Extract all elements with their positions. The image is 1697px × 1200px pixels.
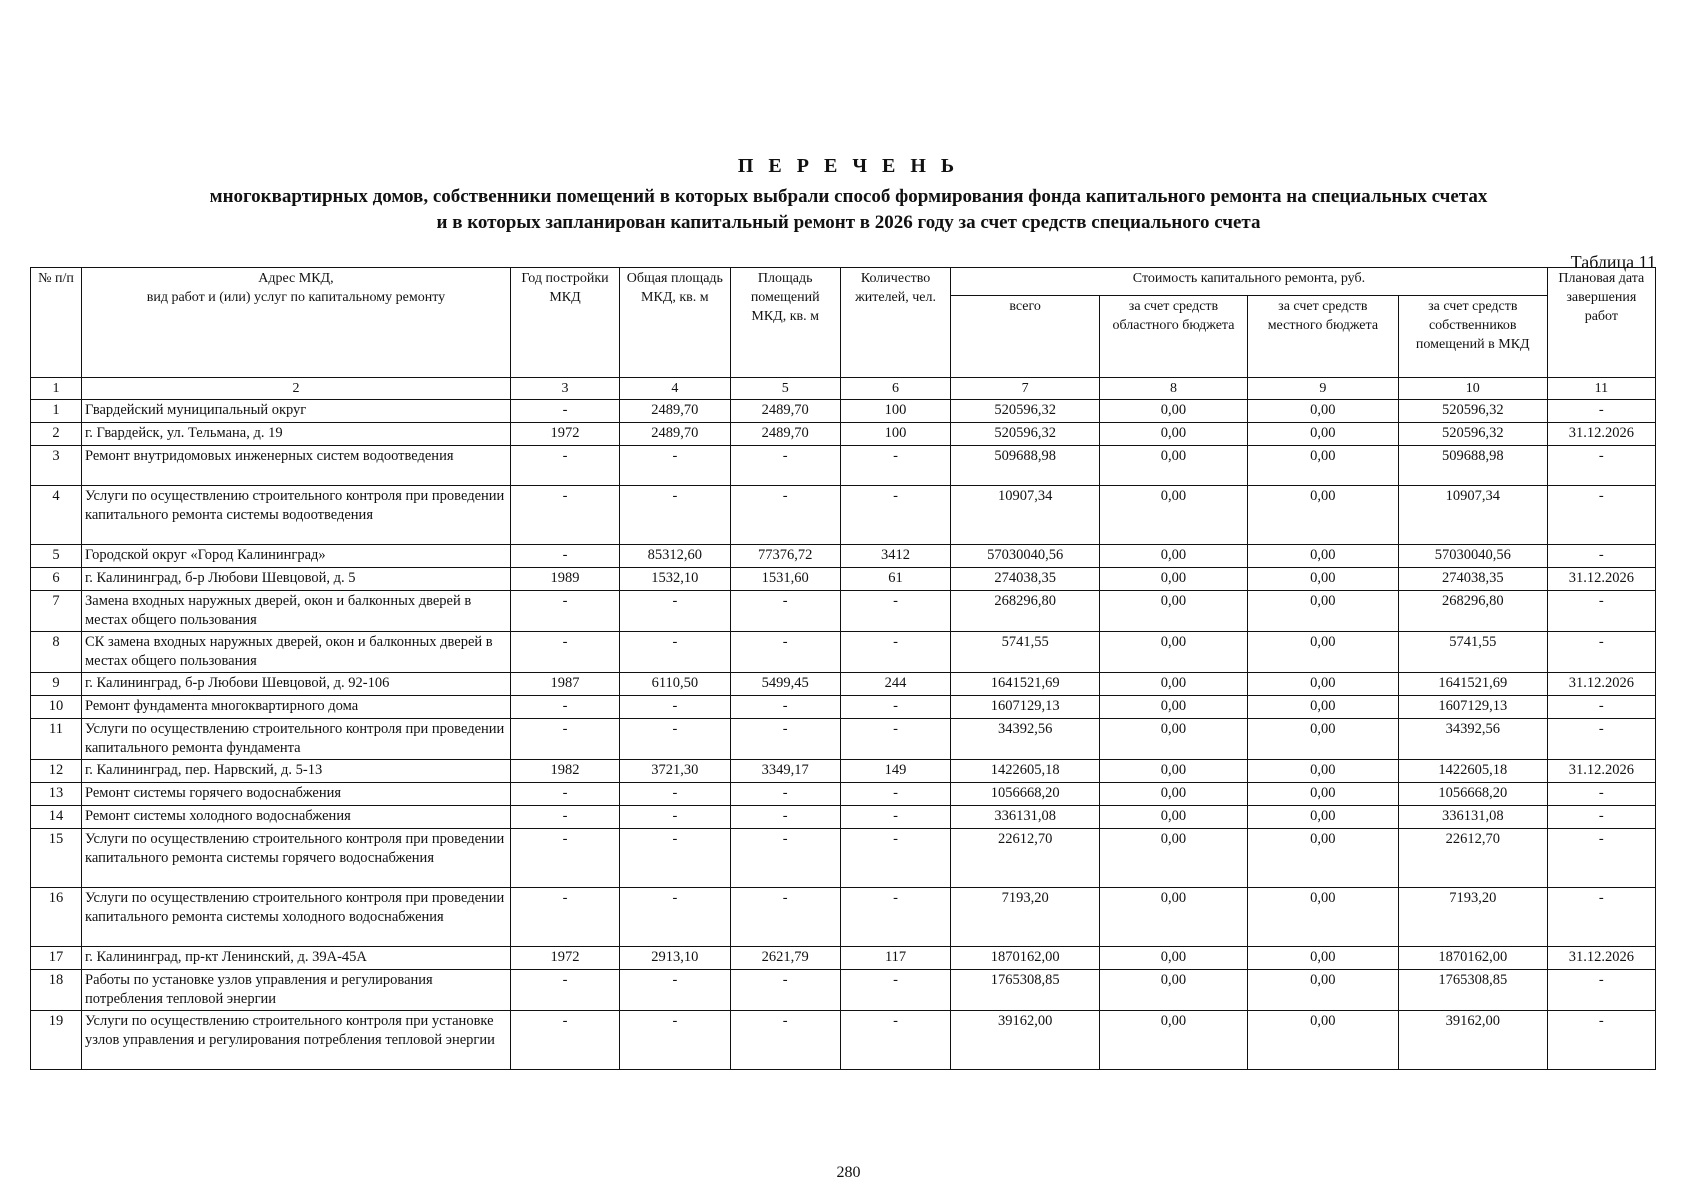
table-row: [31, 947, 1656, 970]
row-cost-region: 0,00: [1100, 696, 1248, 719]
row-cost-owners: 34392,56: [1398, 719, 1547, 760]
row-cost-region: 0,00: [1100, 1011, 1248, 1070]
row-cost-local: 0,00: [1247, 1011, 1398, 1070]
table-row: [31, 829, 1656, 888]
header-residents: Количество жителей, чел.: [840, 268, 950, 378]
row-name: Ремонт внутридомовых инженерных систем водоотведения: [82, 446, 511, 486]
row-area-rooms: 1531,60: [730, 568, 840, 591]
row-area-total: -: [620, 806, 730, 829]
row-number: 8: [31, 632, 82, 673]
row-residents: -: [840, 806, 950, 829]
column-number-row: [31, 378, 1656, 400]
row-name: Ремонт системы холодного водоснабжения: [82, 806, 511, 829]
row-area-total: 3721,30: [620, 760, 730, 783]
row-number: 4: [31, 486, 82, 545]
row-area-total: -: [620, 829, 730, 888]
header-cost-region: за счет средств областного бюджета: [1100, 296, 1248, 378]
row-cost-owners: 57030040,56: [1398, 545, 1547, 568]
row-end-date: -: [1547, 400, 1655, 423]
row-cost-owners: 1056668,20: [1398, 783, 1547, 806]
row-cost-local: 0,00: [1247, 545, 1398, 568]
row-name: Услуги по осуществлению строительного контроля при проведении капитального ремонта системы холодного водоснабжения: [82, 888, 511, 947]
row-cost-owners: 1607129,13: [1398, 696, 1547, 719]
row-area-total: -: [620, 591, 730, 632]
row-end-date: 31.12.2026: [1547, 947, 1655, 970]
row-residents: 244: [840, 673, 950, 696]
row-cost-total: 520596,32: [951, 423, 1100, 446]
row-year: -: [510, 829, 619, 888]
table-row: [31, 760, 1656, 783]
row-cost-total: 10907,34: [951, 486, 1100, 545]
header-address: [82, 268, 511, 378]
row-name: г. Гвардейск, ул. Тельмана, д. 19: [82, 423, 511, 446]
column-number: 9: [1247, 378, 1398, 400]
table-row: [31, 591, 1656, 632]
table-row: [31, 446, 1656, 486]
row-cost-region: 0,00: [1100, 400, 1248, 423]
row-number: 11: [31, 719, 82, 760]
row-end-date: -: [1547, 783, 1655, 806]
row-residents: -: [840, 829, 950, 888]
row-cost-region: 0,00: [1100, 888, 1248, 947]
row-number: 2: [31, 423, 82, 446]
row-cost-region: 0,00: [1100, 545, 1248, 568]
table-row: [31, 632, 1656, 673]
table-row: [31, 1011, 1656, 1070]
table-row: [31, 783, 1656, 806]
row-cost-local: 0,00: [1247, 486, 1398, 545]
row-area-total: 2489,70: [620, 400, 730, 423]
row-residents: -: [840, 1011, 950, 1070]
row-name: Услуги по осуществлению строительного контроля при проведении капитального ремонта системы горячего водоснабжения: [82, 829, 511, 888]
row-cost-local: 0,00: [1247, 888, 1398, 947]
row-number: 15: [31, 829, 82, 888]
row-cost-local: 0,00: [1247, 719, 1398, 760]
row-number: 6: [31, 568, 82, 591]
row-year: 1989: [510, 568, 619, 591]
row-area-rooms: -: [730, 696, 840, 719]
row-cost-local: 0,00: [1247, 423, 1398, 446]
row-end-date: -: [1547, 829, 1655, 888]
row-cost-total: 22612,70: [951, 829, 1100, 888]
row-year: -: [510, 591, 619, 632]
document-subtitle-line-2: и в которых запланирован капитальный ремонт в 2026 году за счет средств специального счета: [436, 212, 1261, 233]
row-year: -: [510, 400, 619, 423]
row-end-date: -: [1547, 545, 1655, 568]
row-area-rooms: -: [730, 829, 840, 888]
row-cost-region: 0,00: [1100, 947, 1248, 970]
row-residents: 3412: [840, 545, 950, 568]
table-row: [31, 400, 1656, 423]
row-cost-owners: 1641521,69: [1398, 673, 1547, 696]
row-number: 9: [31, 673, 82, 696]
row-name: Услуги по осуществлению строительного контроля при проведении капитального ремонта системы водоотведения: [82, 486, 511, 545]
row-number: 12: [31, 760, 82, 783]
row-area-total: -: [620, 446, 730, 486]
row-area-total: -: [620, 719, 730, 760]
column-number: 6: [840, 378, 950, 400]
row-number: 18: [31, 970, 82, 1011]
column-number: 4: [620, 378, 730, 400]
row-cost-region: 0,00: [1100, 719, 1248, 760]
row-name: Гвардейский муниципальный округ: [82, 400, 511, 423]
row-cost-total: 1641521,69: [951, 673, 1100, 696]
row-end-date: 31.12.2026: [1547, 673, 1655, 696]
row-name: Городской округ «Город Калининград»: [82, 545, 511, 568]
column-number: 8: [1100, 378, 1248, 400]
row-residents: -: [840, 486, 950, 545]
row-year: -: [510, 719, 619, 760]
row-year: 1987: [510, 673, 619, 696]
row-cost-total: 1870162,00: [951, 947, 1100, 970]
row-area-total: -: [620, 970, 730, 1011]
row-cost-owners: 5741,55: [1398, 632, 1547, 673]
header-cost-owners: за счет средств собственников помещений в МКД: [1398, 296, 1547, 378]
row-number: 13: [31, 783, 82, 806]
row-area-total: 1532,10: [620, 568, 730, 591]
column-number: 11: [1547, 378, 1655, 400]
row-cost-local: 0,00: [1247, 760, 1398, 783]
row-cost-region: 0,00: [1100, 829, 1248, 888]
row-year: -: [510, 632, 619, 673]
row-cost-owners: 268296,80: [1398, 591, 1547, 632]
table-row: [31, 568, 1656, 591]
row-area-rooms: -: [730, 719, 840, 760]
column-number: 2: [82, 378, 511, 400]
row-area-rooms: 3349,17: [730, 760, 840, 783]
row-cost-total: 274038,35: [951, 568, 1100, 591]
row-area-total: -: [620, 888, 730, 947]
row-cost-total: 5741,55: [951, 632, 1100, 673]
row-end-date: -: [1547, 446, 1655, 486]
row-name: Ремонт системы горячего водоснабжения: [82, 783, 511, 806]
row-residents: 100: [840, 400, 950, 423]
row-name: Замена входных наружных дверей, окон и балконных дверей в местах общего пользования: [82, 591, 511, 632]
row-cost-local: 0,00: [1247, 783, 1398, 806]
row-area-rooms: -: [730, 486, 840, 545]
row-name: Ремонт фундамента многоквартирного дома: [82, 696, 511, 719]
table-row: [31, 486, 1656, 545]
row-cost-total: 1056668,20: [951, 783, 1100, 806]
row-number: 10: [31, 696, 82, 719]
row-year: -: [510, 970, 619, 1011]
row-end-date: -: [1547, 1011, 1655, 1070]
row-cost-owners: 7193,20: [1398, 888, 1547, 947]
row-year: -: [510, 1011, 619, 1070]
table-row: [31, 696, 1656, 719]
row-year: 1972: [510, 947, 619, 970]
document-title: П Е Р Е Ч Е Н Ь: [737, 155, 960, 177]
row-area-total: 2489,70: [620, 423, 730, 446]
row-area-rooms: -: [730, 806, 840, 829]
row-cost-region: 0,00: [1100, 423, 1248, 446]
row-cost-total: 7193,20: [951, 888, 1100, 947]
row-area-rooms: 2621,79: [730, 947, 840, 970]
row-name: Услуги по осуществлению строительного контроля при проведении капитального ремонта фундамента: [82, 719, 511, 760]
row-cost-total: 1607129,13: [951, 696, 1100, 719]
row-year: 1972: [510, 423, 619, 446]
row-number: 5: [31, 545, 82, 568]
row-residents: -: [840, 696, 950, 719]
row-area-total: 85312,60: [620, 545, 730, 568]
row-number: 19: [31, 1011, 82, 1070]
row-cost-region: 0,00: [1100, 760, 1248, 783]
row-cost-owners: 39162,00: [1398, 1011, 1547, 1070]
row-residents: 117: [840, 947, 950, 970]
row-cost-total: 39162,00: [951, 1011, 1100, 1070]
row-area-rooms: -: [730, 1011, 840, 1070]
table-row: [31, 545, 1656, 568]
row-year: -: [510, 545, 619, 568]
row-cost-region: 0,00: [1100, 783, 1248, 806]
row-cost-local: 0,00: [1247, 696, 1398, 719]
column-number: 10: [1398, 378, 1547, 400]
row-cost-region: 0,00: [1100, 591, 1248, 632]
column-number: 5: [730, 378, 840, 400]
row-area-total: -: [620, 783, 730, 806]
row-end-date: -: [1547, 632, 1655, 673]
row-cost-total: 57030040,56: [951, 545, 1100, 568]
row-name: Услуги по осуществлению строительного контроля при установке узлов управления и регулирования потребления тепловой энергии: [82, 1011, 511, 1070]
header-cost-total: всего: [951, 296, 1100, 378]
row-name: СК замена входных наружных дверей, окон и балконных дверей в местах общего пользования: [82, 632, 511, 673]
row-area-total: -: [620, 632, 730, 673]
header-area-total: Общая площадь МКД, кв. м: [620, 268, 730, 378]
row-end-date: 31.12.2026: [1547, 760, 1655, 783]
row-residents: 61: [840, 568, 950, 591]
row-cost-local: 0,00: [1247, 673, 1398, 696]
row-cost-owners: 1870162,00: [1398, 947, 1547, 970]
row-year: -: [510, 696, 619, 719]
row-cost-owners: 274038,35: [1398, 568, 1547, 591]
row-number: 16: [31, 888, 82, 947]
capital-repair-table: [30, 267, 1656, 1070]
header-address-line-1: Адрес МКД,: [258, 271, 334, 286]
row-cost-owners: 509688,98: [1398, 446, 1547, 486]
row-cost-region: 0,00: [1100, 446, 1248, 486]
header-cost-group: Стоимость капитального ремонта, руб.: [951, 268, 1547, 296]
row-cost-region: 0,00: [1100, 632, 1248, 673]
table-row: [31, 970, 1656, 1011]
row-name: г. Калининград, б-р Любови Шевцовой, д. 92-106: [82, 673, 511, 696]
row-cost-local: 0,00: [1247, 632, 1398, 673]
row-year: -: [510, 806, 619, 829]
row-residents: -: [840, 970, 950, 1011]
row-cost-local: 0,00: [1247, 568, 1398, 591]
row-cost-owners: 1422605,18: [1398, 760, 1547, 783]
row-cost-local: 0,00: [1247, 970, 1398, 1011]
row-name: Работы по установке узлов управления и регулирования потребления тепловой энергии: [82, 970, 511, 1011]
row-area-rooms: 2489,70: [730, 423, 840, 446]
row-end-date: -: [1547, 486, 1655, 545]
header-year: Год постройки МКД: [510, 268, 619, 378]
row-cost-local: 0,00: [1247, 400, 1398, 423]
row-year: -: [510, 783, 619, 806]
row-residents: -: [840, 783, 950, 806]
row-area-total: -: [620, 1011, 730, 1070]
row-cost-owners: 520596,32: [1398, 400, 1547, 423]
row-number: 14: [31, 806, 82, 829]
row-end-date: -: [1547, 888, 1655, 947]
row-cost-total: 1765308,85: [951, 970, 1100, 1011]
row-area-rooms: -: [730, 446, 840, 486]
row-end-date: -: [1547, 970, 1655, 1011]
column-number: 7: [951, 378, 1100, 400]
table-row: [31, 423, 1656, 446]
row-residents: -: [840, 446, 950, 486]
row-cost-total: 1422605,18: [951, 760, 1100, 783]
row-cost-region: 0,00: [1100, 486, 1248, 545]
row-cost-region: 0,00: [1100, 806, 1248, 829]
row-cost-total: 520596,32: [951, 400, 1100, 423]
column-number: 3: [510, 378, 619, 400]
row-area-rooms: 2489,70: [730, 400, 840, 423]
row-year: -: [510, 446, 619, 486]
row-cost-owners: 336131,08: [1398, 806, 1547, 829]
header-num: № п/п: [31, 268, 82, 378]
row-cost-region: 0,00: [1100, 568, 1248, 591]
header-end-date: Плановая дата завершения работ: [1547, 268, 1655, 378]
row-area-total: -: [620, 486, 730, 545]
row-residents: -: [840, 591, 950, 632]
row-end-date: 31.12.2026: [1547, 568, 1655, 591]
row-number: 1: [31, 400, 82, 423]
column-number: 1: [31, 378, 82, 400]
row-number: 17: [31, 947, 82, 970]
row-area-rooms: 77376,72: [730, 545, 840, 568]
document-subtitle-line-1: многоквартирных домов, собственники помещений в которых выбрали способ формирования фонда капитального ремонта на специальных счетах: [209, 186, 1488, 207]
row-cost-local: 0,00: [1247, 829, 1398, 888]
row-end-date: 31.12.2026: [1547, 423, 1655, 446]
row-cost-owners: 1765308,85: [1398, 970, 1547, 1011]
row-end-date: -: [1547, 591, 1655, 632]
row-cost-local: 0,00: [1247, 806, 1398, 829]
row-end-date: -: [1547, 719, 1655, 760]
table-row: [31, 888, 1656, 947]
row-year: 1982: [510, 760, 619, 783]
row-area-total: -: [620, 696, 730, 719]
row-residents: -: [840, 719, 950, 760]
row-cost-total: 34392,56: [951, 719, 1100, 760]
row-year: -: [510, 486, 619, 545]
row-name: г. Калининград, б-р Любови Шевцовой, д. 5: [82, 568, 511, 591]
row-area-rooms: -: [730, 591, 840, 632]
header-cost-local: за счет средств местного бюджета: [1247, 296, 1398, 378]
row-cost-local: 0,00: [1247, 446, 1398, 486]
row-end-date: -: [1547, 806, 1655, 829]
row-cost-owners: 520596,32: [1398, 423, 1547, 446]
row-area-rooms: 5499,45: [730, 673, 840, 696]
row-area-rooms: -: [730, 888, 840, 947]
row-area-rooms: -: [730, 632, 840, 673]
header-address-line-2: вид работ и (или) услуг по капитальному ремонту: [146, 290, 446, 305]
row-area-total: 2913,10: [620, 947, 730, 970]
page-number: 280: [836, 1164, 861, 1181]
row-cost-total: 268296,80: [951, 591, 1100, 632]
row-number: 7: [31, 591, 82, 632]
table-label: Таблица 11: [1570, 252, 1656, 272]
row-cost-local: 0,00: [1247, 947, 1398, 970]
row-cost-owners: 10907,34: [1398, 486, 1547, 545]
row-year: -: [510, 888, 619, 947]
row-cost-total: 336131,08: [951, 806, 1100, 829]
row-cost-local: 0,00: [1247, 591, 1398, 632]
row-residents: -: [840, 632, 950, 673]
row-area-rooms: -: [730, 783, 840, 806]
row-residents: -: [840, 888, 950, 947]
table-row: [31, 719, 1656, 760]
row-end-date: -: [1547, 696, 1655, 719]
row-cost-owners: 22612,70: [1398, 829, 1547, 888]
row-number: 3: [31, 446, 82, 486]
table-row: [31, 806, 1656, 829]
row-residents: 100: [840, 423, 950, 446]
row-area-rooms: -: [730, 970, 840, 1011]
row-area-total: 6110,50: [620, 673, 730, 696]
row-cost-region: 0,00: [1100, 970, 1248, 1011]
header-area-rooms: Площадь помещений МКД, кв. м: [730, 268, 840, 378]
row-cost-region: 0,00: [1100, 673, 1248, 696]
table-row: [31, 673, 1656, 696]
row-cost-total: 509688,98: [951, 446, 1100, 486]
row-name: г. Калининград, пр-кт Ленинский, д. 39А-45А: [82, 947, 511, 970]
row-name: г. Калининград, пер. Нарвский, д. 5-13: [82, 760, 511, 783]
row-residents: 149: [840, 760, 950, 783]
